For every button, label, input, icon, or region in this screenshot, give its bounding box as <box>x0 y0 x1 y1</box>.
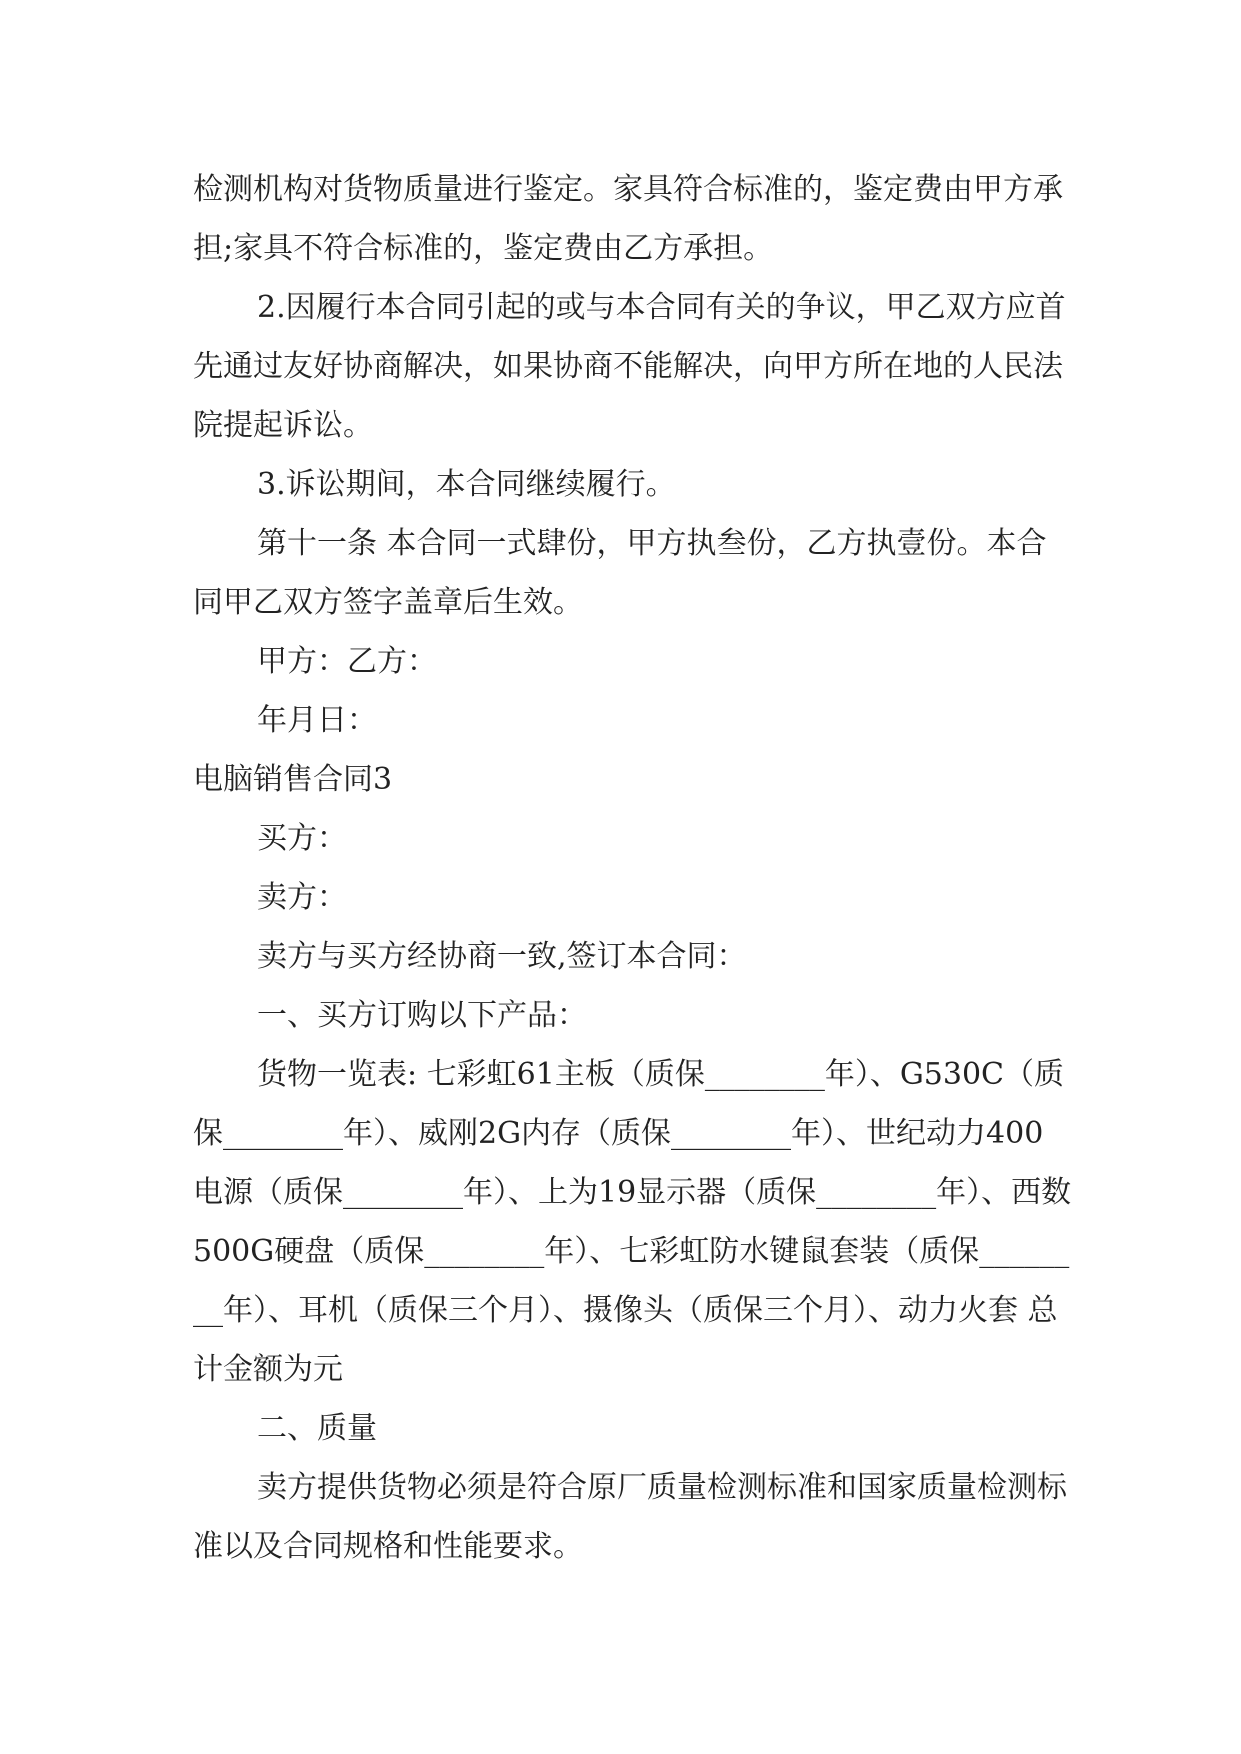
section-heading-quality: 二、质量 <box>257 1411 377 1446</box>
signature-date: 年月日： <box>257 703 377 738</box>
paragraph-litigation-period: 3.诉讼期间，本合同继续履行。 <box>257 467 676 502</box>
section-heading-products: 一、买方订购以下产品： <box>257 998 587 1033</box>
signature-parties: 甲方：乙方： <box>257 644 437 679</box>
paragraph-appraisal-cost: 检测机构对货物质量进行鉴定。家具符合标准的，鉴定费由甲方承担;家具不符合标准的，鉴定费由乙方承担。 <box>193 172 1063 266</box>
paragraph-dispute-resolution: 2.因履行本合同引起的或与本合同有关的争议，甲乙双方应首先通过友好协商解决，如果协商不能解决，向甲方所在地的人民法院提起诉讼。 <box>193 290 1066 443</box>
seller-line: 卖方： <box>257 880 347 915</box>
buyer-line: 买方： <box>257 821 347 856</box>
paragraph-article-eleven: 第十一条 本合同一式肆份，甲方执叁份，乙方执壹份。本合同甲乙双方签字盖章后生效。 <box>193 526 1047 620</box>
paragraph-quality-standard: 卖方提供货物必须是符合原厂质量检测标准和国家质量检测标准以及合同规格和性能要求。 <box>193 1470 1067 1564</box>
contract-title: 电脑销售合同3 <box>193 762 393 797</box>
document-body <box>193 160 1073 1576</box>
paragraph-agreement: 卖方与买方经协商一致,签订本合同： <box>257 939 747 974</box>
paragraph-goods-list: 货物一览表: 七彩虹61主板（质保________年）、G530C（质保________年）、威刚2G内存（质保________年）、世纪动力400电源（质保________年）、上为19显示器（质保________年）、西数500G硬盘（质保________年）、七彩虹防水键鼠套装（质保________年）、耳机（质保三个月）、摄像头（质保三个月）、动力火套 总计金额为元 <box>193 1057 1072 1387</box>
